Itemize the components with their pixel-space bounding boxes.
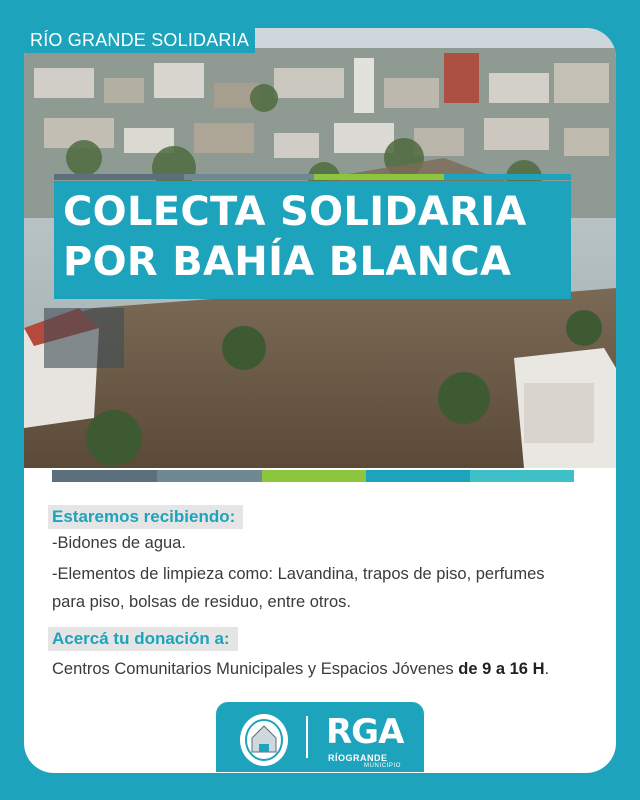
stripe-segment [52, 470, 157, 482]
accent-segment [54, 174, 184, 180]
accent-segment [184, 174, 314, 180]
accent-segment [444, 174, 571, 180]
logo-name: RÍOGRANDE [328, 753, 388, 763]
logo-mark: RGA [326, 712, 404, 752]
donation-text [52, 656, 549, 683]
divider-stripe [52, 470, 574, 482]
logo-divider [306, 716, 308, 758]
donation-heading: Acercá tu donación a: [48, 627, 238, 651]
stripe-segment [157, 470, 262, 482]
municipal-logo [216, 702, 424, 772]
title-line-1: COLECTA SOLIDARIA [63, 189, 527, 235]
coat-of-arms-icon [232, 708, 302, 768]
receiving-item: -Bidones de agua. [52, 534, 186, 552]
stripe-segment [366, 470, 470, 482]
receiving-heading: Estaremos recibiendo: [48, 505, 243, 529]
donation-hours: de 9 a 16 H [458, 660, 545, 678]
donation-end: . [544, 660, 550, 678]
logo-subtitle: MUNICIPIO [364, 763, 402, 769]
donation-places: Centros Comunitarios Municipales y Espacios Jóvenes [52, 660, 459, 678]
title-accent-bar [54, 174, 571, 180]
stripe-segment [262, 470, 366, 482]
accent-segment [314, 174, 444, 180]
receiving-item: -Elementos de limpieza como: Lavandina, trapos de piso, perfumes [52, 565, 545, 583]
title-box [54, 181, 571, 299]
receiving-item: para piso, bolsas de residuo, entre otros. [52, 593, 352, 611]
header-tag: RÍO GRANDE SOLIDARIA [24, 27, 255, 53]
stripe-segment [470, 470, 574, 482]
title-line-2: POR BAHÍA BLANCA [63, 239, 512, 285]
